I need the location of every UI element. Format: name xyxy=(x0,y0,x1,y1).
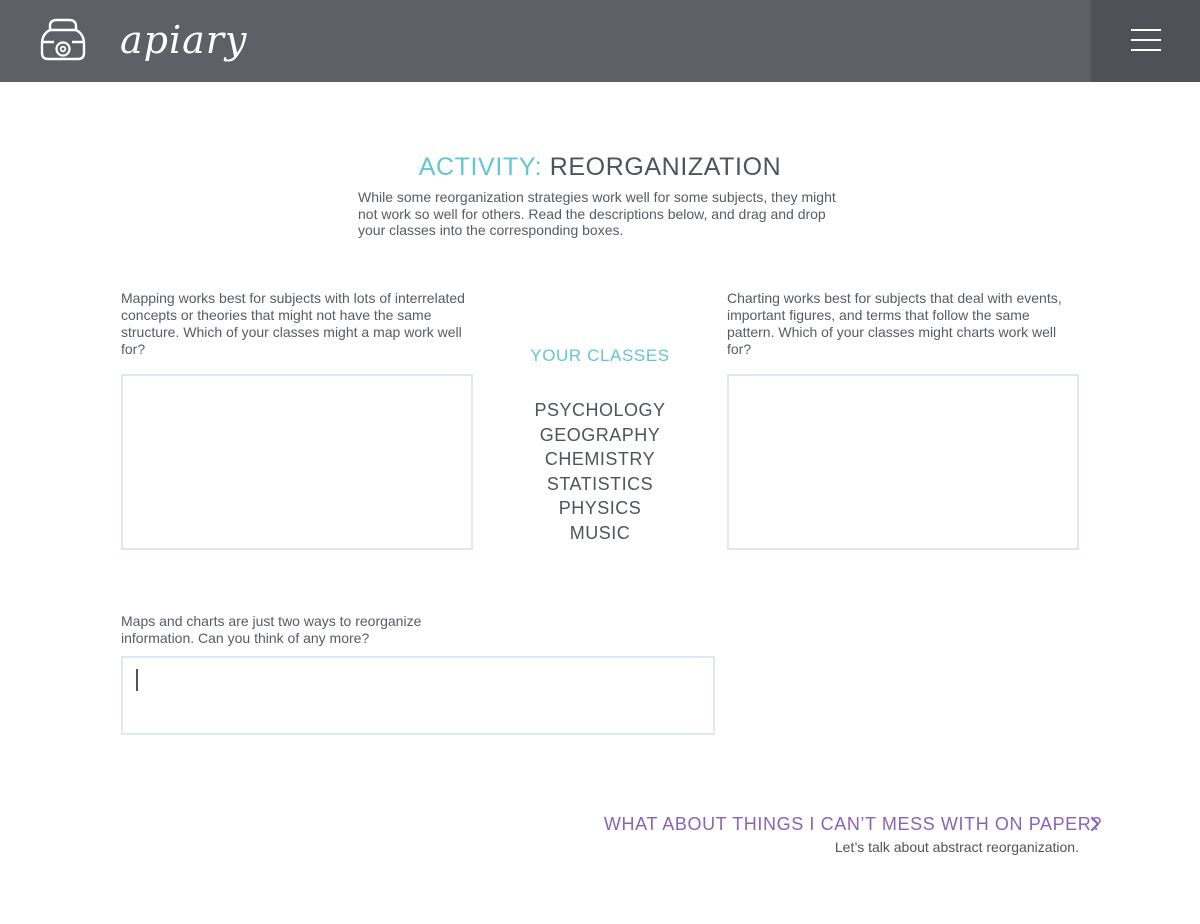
text-cursor xyxy=(136,669,138,691)
activity-title: REORGANIZATION xyxy=(549,153,782,181)
chevron-right-icon[interactable] xyxy=(1088,814,1102,834)
next-section-subtitle: Let’s talk about abstract reorganization. xyxy=(834,839,1079,855)
activity-label: ACTIVITY: xyxy=(418,153,543,181)
other-methods-prompt: Maps and charts are just two ways to reorganize information. Can you think of any more? xyxy=(121,613,422,646)
brand-wordmark: apiary xyxy=(120,18,248,62)
hamburger-menu-icon-bar xyxy=(1131,39,1161,41)
page-title xyxy=(0,150,1200,184)
top-bar xyxy=(0,0,1200,82)
class-item-psychology[interactable]: PSYCHOLOGY xyxy=(534,400,666,420)
class-item-statistics[interactable]: STATISTICS xyxy=(546,473,654,494)
next-section-link[interactable]: WHAT ABOUT THINGS I CAN’T MESS WITH ON PAPER? xyxy=(603,814,1102,834)
hive-icon[interactable] xyxy=(38,16,88,66)
class-item-geography[interactable]: GEOGRAPHY xyxy=(539,424,661,445)
activity-instructions: While some reorganization strategies work well for some subjects, they might not work so well for others. Read the descriptions below, and drag and drop your classes into the corresponding boxes. xyxy=(358,189,836,238)
mapping-description: Mapping works best for subjects with lots of interrelated concepts or theories that might not have the same structure. Which of your classes might a map work well for? xyxy=(121,290,465,357)
hamburger-menu-icon-bar xyxy=(1131,49,1161,51)
charting-drop-zone[interactable] xyxy=(727,374,1079,550)
other-methods-input[interactable] xyxy=(121,656,715,735)
class-item-physics[interactable]: PHYSICS xyxy=(558,498,642,519)
class-item-chemistry[interactable]: CHEMISTRY xyxy=(544,449,656,470)
hamburger-menu-icon xyxy=(1131,29,1161,31)
your-classes-heading: YOUR CLASSES xyxy=(530,346,670,365)
class-list xyxy=(480,398,720,546)
class-item-music[interactable]: MUSIC xyxy=(569,522,631,543)
charting-description: Charting works best for subjects that deal with events, important figures, and terms that follow the same pattern. Which of your classes might charts work well for? xyxy=(727,290,1062,357)
menu-button[interactable] xyxy=(1091,0,1200,82)
mapping-drop-zone[interactable] xyxy=(121,374,473,550)
